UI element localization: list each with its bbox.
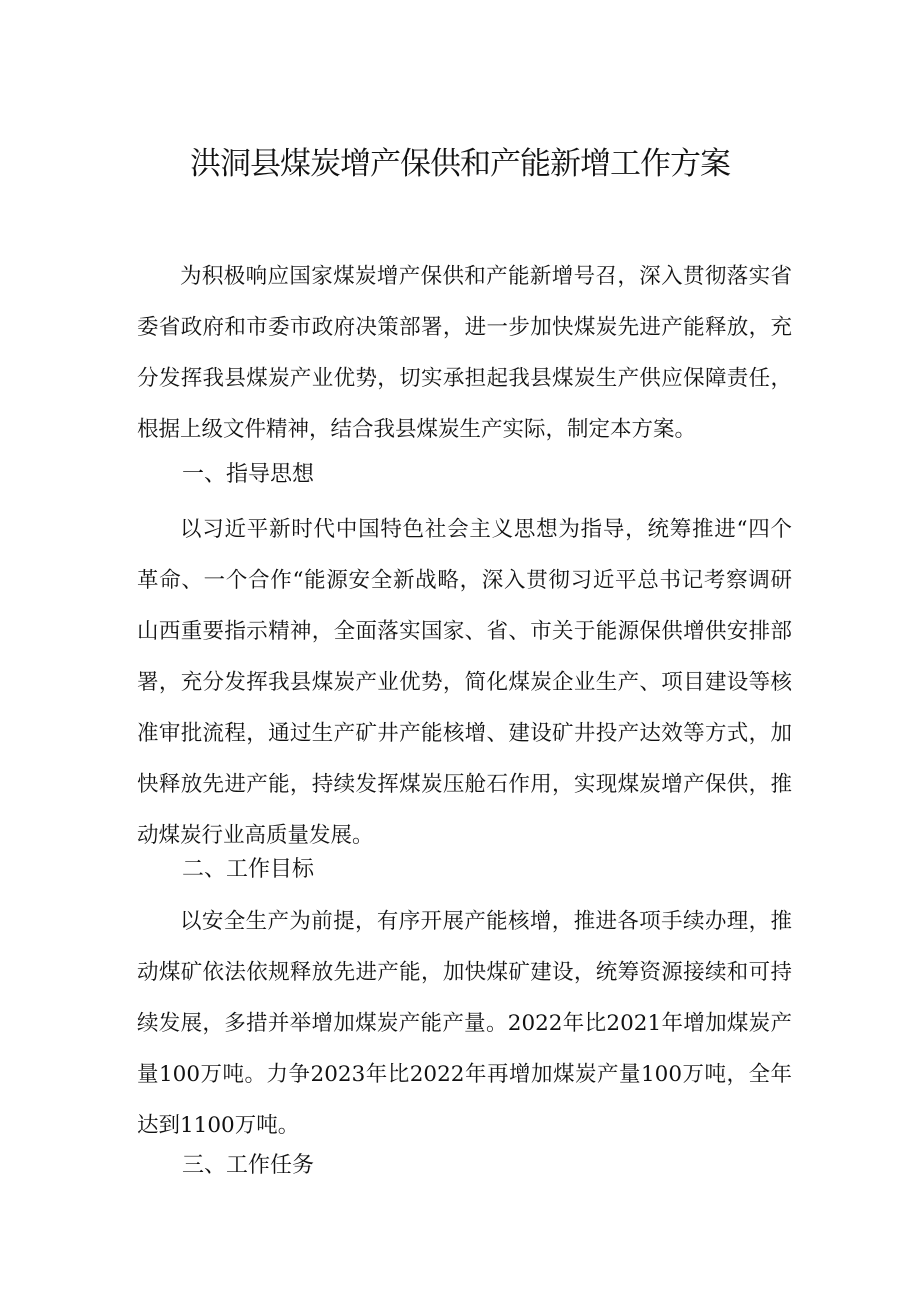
section-heading-work-goals: 二、工作目标 bbox=[182, 857, 315, 882]
section-body-guiding-ideology: 以习近平新时代中国特色社会主义思想为指导，统筹推进“四个革命、一个合作“能源安全新战略，深入贯彻习近平总书记考察调研山西重要指示精神，全面落实国家、省、市关于能源保供增供安排部署，充分发挥我县煤炭产业优势，简化煤炭企业生产、项目建设等核准审批流程，通过生产矿井产能核增、建设矿井投产达效等方式，加快释放先进产能，持续发挥煤炭压舱石作用，实现煤炭增产保供，推动煤炭行业高质量发展。 bbox=[137, 517, 792, 848]
document-title: 洪洞县煤炭增产保供和产能新增工作方案 bbox=[190, 146, 730, 182]
intro-paragraph: 为积极响应国家煤炭增产保供和产能新增号召，深入贯彻落实省委省政府和市委市政府决策部署，进一步加快煤炭先进产能释放，充分发挥我县煤炭产业优势，切实承担起我县煤炭生产供应保障责任，根据上级文件精神，结合我县煤炭生产实际，制定本方案。 bbox=[137, 264, 792, 442]
section-heading-guiding-ideology: 一、指导思想 bbox=[182, 462, 315, 487]
section-heading-work-tasks: 三、工作任务 bbox=[182, 1153, 315, 1178]
section-body-work-goals: 以安全生产为前提，有序开展产能核增，推进各项手续办理，推动煤矿依法依规释放先进产能，加快煤矿建设，统筹资源接续和可持续发展，多措并举增加煤炭产能产量。2022年比2021年增加煤炭产量100万吨。力争2023年比2022年再增加煤炭产量100万吨，全年达到1100万吨。 bbox=[137, 909, 792, 1138]
